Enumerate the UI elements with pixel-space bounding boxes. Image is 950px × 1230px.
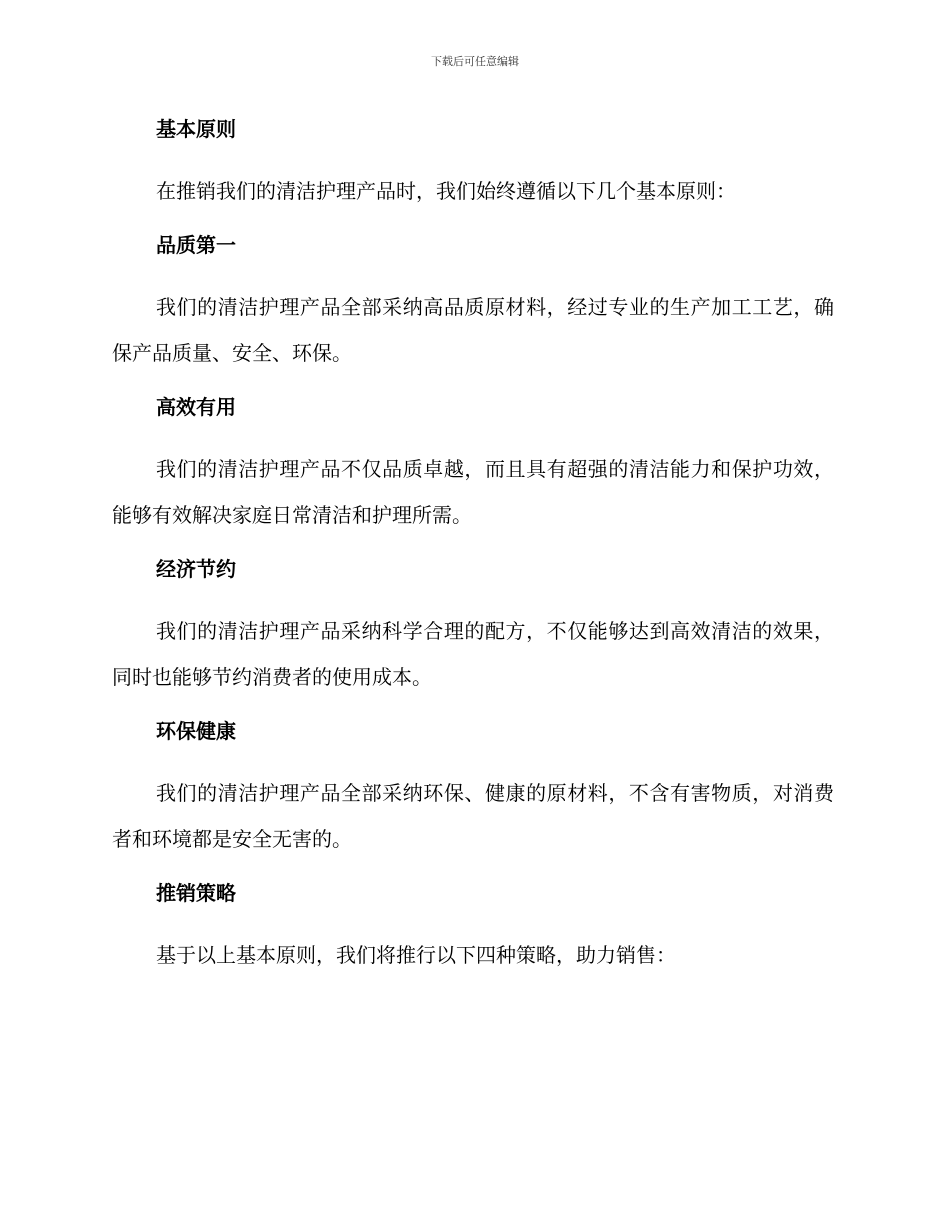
section-heading-economical: 经济节约 xyxy=(156,557,236,581)
paragraph-quality-first: 我们的清洁护理产品全部采纳高品质原材料，经过专业的生产加工工艺，确保产品质量、安全、环保。 xyxy=(112,295,834,365)
paragraph-intro: 在推销我们的清洁护理产品时，我们始终遵循以下几个基本原则： xyxy=(156,179,736,203)
paragraph-economical: 我们的清洁护理产品采纳科学合理的配方，不仅能够达到高效清洁的效果，同时也能够节约消费者的使用成本。 xyxy=(112,619,834,689)
document-body xyxy=(112,110,834,990)
section-heading-eco-health: 环保健康 xyxy=(156,719,236,743)
paragraph-sales-strategy: 基于以上基本原则，我们将推行以下四种策略，助力销售： xyxy=(156,943,676,967)
section-heading-quality-first: 品质第一 xyxy=(156,233,236,257)
page-header-note: 下载后可任意编辑 xyxy=(431,55,519,68)
section-heading-sales-strategy: 推销策略 xyxy=(156,881,236,905)
paragraph-eco-health: 我们的清洁护理产品全部采纳环保、健康的原材料，不含有害物质，对消费者和环境都是安全无害的。 xyxy=(112,781,834,851)
paragraph-efficient-useful: 我们的清洁护理产品不仅品质卓越，而且具有超强的清洁能力和保护功效，能够有效解决家庭日常清洁和护理所需。 xyxy=(112,457,834,527)
section-heading-efficient-useful: 高效有用 xyxy=(156,395,236,419)
section-heading-basic-principles: 基本原则 xyxy=(156,117,236,141)
